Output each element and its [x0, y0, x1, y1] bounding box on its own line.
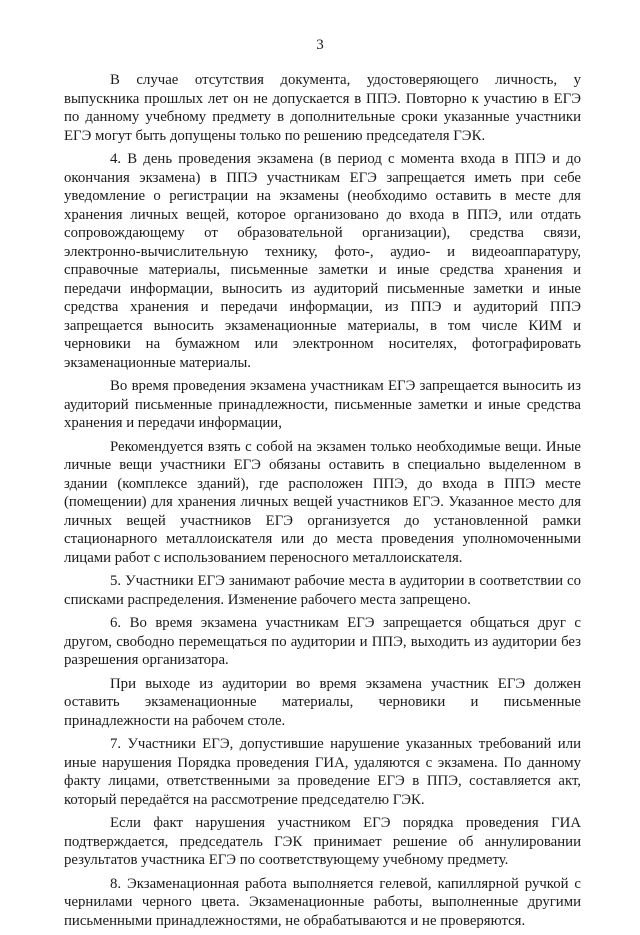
paragraph-annulment: Если факт нарушения участником ЕГЭ порядка проведения ГИА подтверждается, председатель ГЭК принимает решение об аннулировании результатов участника ЕГЭ по соответствующему учебному предмету. — [64, 815, 581, 868]
paragraph-item-8-pen-requirements: 8. Экзаменационная работа выполняется гелевой, капиллярной ручкой с чернилами черного цвета. Экзаменационные работы, выполненные другими письменными принадлежностями, не обрабатываются и не проверяются. — [64, 875, 581, 929]
paragraph-missing-id-document: В случае отсутствия документа, удостоверяющего личность, у выпускника прошлых лет он не допускается в ППЭ. Повторно к участию в ЕГЭ по данному учебному предмету в дополнительные сроки указанные участники ЕГЭ могут быть допущены только по решению председателя ГЭК. — [64, 72, 581, 144]
paragraph-no-removal-of-materials: Во время проведения экзамена участникам ЕГЭ запрещается выносить из аудиторий письменные принадлежности, письменные заметки и иные средства хранения и передачи информации, — [64, 378, 581, 431]
paragraph-leaving-room: При выходе из аудитории во время экзамена участник ЕГЭ должен оставить экзаменационные материалы, черновики и письменные принадлежности на рабочем столе. — [64, 675, 581, 729]
paragraph-item-5-seating: 5. Участники ЕГЭ занимают рабочие места в аудитории в соответствии со списками распределения. Изменение рабочего места запрещено. — [64, 573, 581, 608]
paragraph-item-7-violations: 7. Участники ЕГЭ, допустившие нарушение указанных требований или иные нарушения Порядка проведения ГИА, удаляются с экзамена. По данному факту лицами, ответственными за проведение ЕГЭ в ППЭ, составляется акт, который передаётся на рассмотрение председателю ГЭК. — [64, 736, 581, 808]
paragraph-item-4-prohibited-items: 4. В день проведения экзамена (в период с момента входа в ППЭ и до окончания экзамена) в ППЭ участникам ЕГЭ запрещается иметь при себе уведомление о регистрации на экзамены (необходимо оставить в месте для хранения личных вещей, которое организовано до входа в ППЭ, или отдать сопровождающему от образовательной организации), средства связи, электронно-вычислительную технику, фото-, аудио- и видеоаппаратуру, справочные материалы, письменные заметки и иные средства хранения и передачи информации, выносить из аудиторий письменные заметки и иные средства хранения и передачи информации, из ППЭ и аудиторий ППЭ запрещается выносить экзаменационные материалы, в том числе КИМ и черновики на бумажном или электронном носителях, фотографировать экзаменационные материалы. — [64, 151, 581, 371]
paragraph-item-6-conduct: 6. Во время экзамена участникам ЕГЭ запрещается общаться друг с другом, свободно перемещаться по аудитории и ППЭ, выходить из аудитории без разрешения организатора. — [64, 615, 581, 668]
paragraph-personal-belongings: Рекомендуется взять с собой на экзамен только необходимые вещи. Иные личные вещи участники ЕГЭ обязаны оставить в специально выделенном в здании (комплексе зданий), где расположен ППЭ, до входа в ППЭ месте (помещении) для хранения личных вещей участников ЕГЭ. Указанное место для личных вещей участников ЕГЭ организуется до установленной рамки стационарного металлоискателя или до места проведения уполномоченными лицами работ с использованием переносного металлоискателя. — [64, 438, 581, 566]
page-number: 3 — [316, 37, 324, 53]
document-body — [64, 71, 581, 935]
